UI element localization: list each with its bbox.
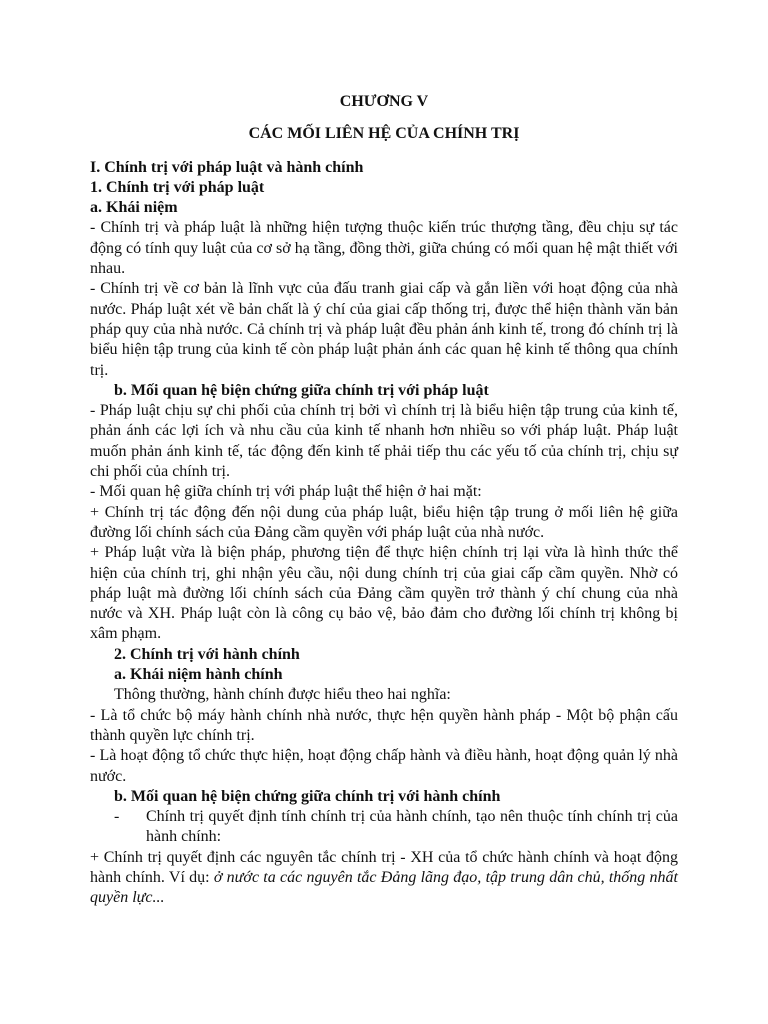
subsection-heading-2a: a. Khái niệm hành chính [114, 666, 283, 684]
chapter-heading: CHƯƠNG V [339, 93, 429, 110]
paragraph-10 [90, 848, 678, 909]
paragraph-9: - Là hoạt động tổ chức thực hiện, hoạt động chấp hành và điều hành, hoạt động quản lý nhà nước. [90, 747, 678, 785]
subsection-heading-1b: b. Mối quan hệ biện chứng giữa chính trị với pháp luật [114, 381, 489, 399]
list-item-text: Chính trị quyết định tính chính trị của hành chính, tạo nên thuộc tính chính trị của hành chính: [146, 808, 678, 846]
paragraph-1: - Chính trị và pháp luật là những hiện tượng thuộc kiến trúc thượng tầng, đều chịu sự tác động có tính quy luật của cơ sở hạ tầng, đồng thời, giữa chúng có mối quan hệ mật thiết với nhau. [90, 219, 678, 278]
paragraph-6: + Pháp luật vừa là biện pháp, phương tiện để thực hiện chính trị lại vừa là hình thức thể hiện của chính trị, ghi nhận yêu cầu, nội dung chính trị của giai cấp cầm quyền. Nhờ có pháp luật mà đường lối chính sách của Đảng cầm quyền trở thành ý chí chung của nhà nước và XH. Pháp luật còn là công cụ bảo vệ, bảo đảm cho đường lối chính trị không bị xâm phạm. [90, 544, 678, 643]
subsection-heading-1a: a. Khái niệm [90, 199, 178, 217]
subsection-heading-1: 1. Chính trị với pháp luật [90, 178, 265, 196]
paragraph-5: + Chính trị tác động đến nội dung của pháp luật, biểu hiện tập trung ở mối liên hệ giữa đường lối chính sách của Đảng cầm quyền với pháp luật của nhà nước. [90, 503, 678, 541]
paragraph-7: Thông thường, hành chính được hiểu theo hai nghĩa: [114, 686, 451, 704]
list-item [114, 807, 678, 848]
subsection-heading-2b: b. Mối quan hệ biện chứng giữa chính trị với hành chính [114, 787, 501, 805]
paragraph-10-example: ở nước ta các nguyên tắc Đảng lãng đạo, tập trung dân chủ, thống nhất quyền lực... [90, 868, 678, 907]
section-heading-1: I. Chính trị với pháp luật và hành chính [90, 158, 364, 176]
paragraph-4: - Mối quan hệ giữa chính trị với pháp luật thể hiện ở hai mặt: [90, 483, 482, 501]
paragraph-8: - Là tổ chức bộ máy hành chính nhà nước, thực hện quyền hành pháp - Một bộ phận cấu thành quyền lực chính trị. [90, 706, 678, 744]
chapter-title: CÁC MỐI LIÊN HỆ CỦA CHÍNH TRỊ [248, 125, 520, 143]
paragraph-3: - Pháp luật chịu sự chi phối của chính trị bởi vì chính trị là biểu hiện tập trung của kinh tế, phản ánh các lợi ích và nhu cầu của kinh tế nhanh hơn nhiều so với pháp luật. Pháp luật muốn phản ánh kinh tế, tác động đến kinh tế phải tiếp thu các yếu tố của chính trị, chịu sự chi phối của chính trị. [90, 402, 678, 481]
document-page [90, 90, 678, 909]
paragraph-10-text: + Chính trị quyết định các nguyên tắc chính trị - XH của tổ chức hành chính và hoạt động hành chính. Ví dụ: [90, 848, 678, 886]
subsection-heading-2: 2. Chính trị với hành chính [114, 645, 300, 663]
paragraph-2: - Chính trị về cơ bản là lĩnh vực của đấu tranh giai cấp và gắn liền với hoạt động của nhà nước. Pháp luật xét về bản chất là ý chí của giai cấp thống trị, được thể hiện thành văn bản pháp quy của nhà nước. Cả chính trị và pháp luật đều phản ánh kinh tế, trong đó chính trị là biểu hiện tập trung của kinh tế còn pháp luật phản ánh các quan hệ kinh tế thông qua chính trị. [90, 280, 678, 379]
list-dash: - [114, 808, 120, 826]
